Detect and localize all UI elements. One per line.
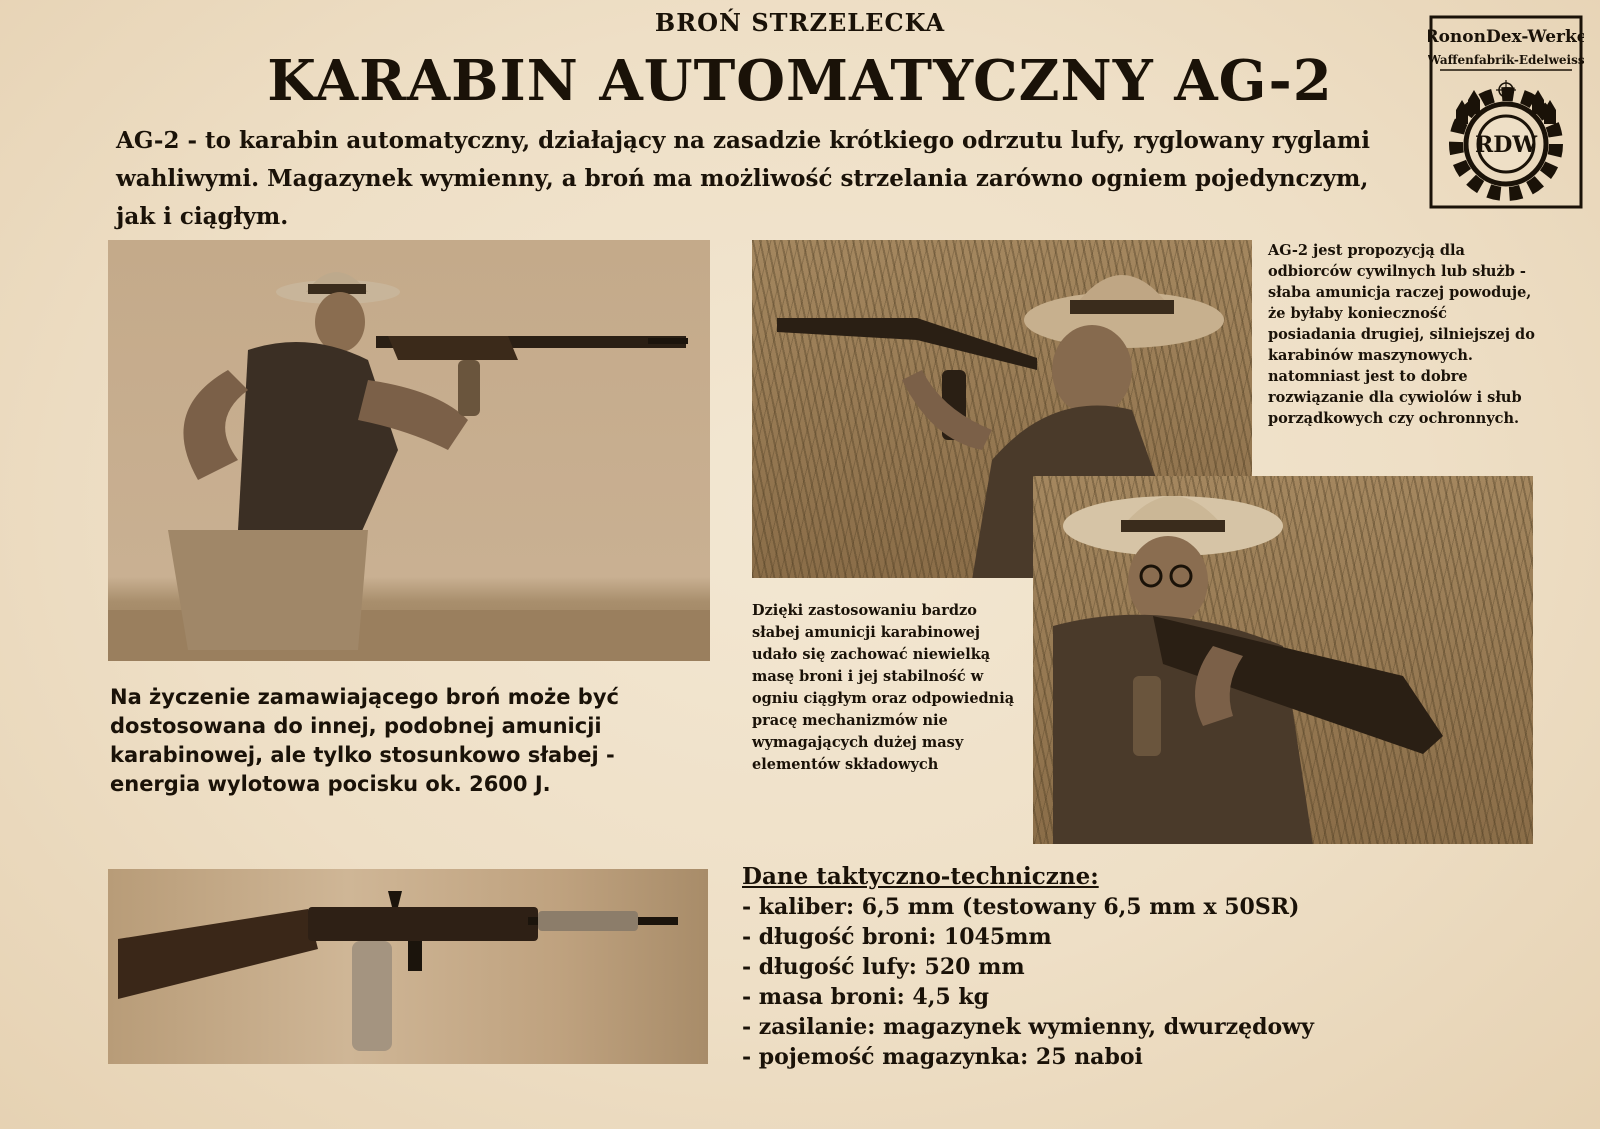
middle-note: Dzięki zastosowaniu bardzo słabej amunicji karabinowej udało się zachować niewielką masę broni i jej stabilność w ogniu ciągłym oraz odpowiednią pracę mechanizmów nie wymagających dużej masy elementów składowych	[752, 602, 1015, 773]
spec-item-mass: - masa broni: 4,5 kg	[742, 984, 989, 1010]
photo-soldier-aiming	[108, 240, 710, 661]
company-logo	[1428, 14, 1584, 210]
photo-aiming-closeup	[1033, 476, 1533, 844]
customization-note: Na życzenie zamawiającego broń może być dostosowana do innej, podobnej amunicji karabinowej, ale tylko stosunkowo słabej - energia wylotowa pocisku ok. 2600 J.	[110, 685, 619, 796]
spec-item-length: - długość broni: 1045mm	[742, 924, 1052, 950]
intro-paragraph: AG-2 - to karabin automatyczny, działający na zasadzie krótkiego odrzutu lufy, ryglowany ryglami wahliwymi. Magazynek wymienny, a broń ma możliwość strzelania zarówno ogniem pojedynczym, jak i ciągłym.	[116, 127, 1370, 230]
spec-item-caliber: - kaliber: 6,5 mm (testowany 6,5 mm x 50SR)	[742, 894, 1300, 920]
page-title: KARABIN AUTOMATYCZNY AG-2	[267, 48, 1333, 114]
logo-subtitle-text: Waffenfabrik-Edelweiss	[1428, 53, 1584, 67]
photo-rifle-profile	[108, 869, 708, 1064]
specs-section	[742, 862, 1542, 1072]
specs-heading: Dane taktyczno-techniczne:	[742, 863, 1099, 890]
specs-list	[742, 892, 1542, 1072]
logo-brand-text: RononDex-Werke	[1428, 27, 1584, 47]
spec-item-barrel: - długość lufy: 520 mm	[742, 954, 1025, 980]
spec-item-capacity: - pojemość magazynka: 25 naboi	[742, 1044, 1143, 1070]
logo-monogram: RDW	[1474, 132, 1538, 158]
spec-item-feed: - zasilanie: magazynek wymienny, dwurzędowy	[742, 1014, 1314, 1040]
side-note: AG-2 jest propozycją dla odbiorców cywilnych lub służb - słaba amunicja raczej powoduje, że byłaby konieczność posiadania drugiej, silniejszej do karabinów maszynowych. natomniast jest to dobre rozwiązanie dla cywiolów i słub porządkowych czy ochronnych.	[1268, 242, 1535, 427]
category-heading: BROŃ STRZELECKA	[654, 8, 946, 37]
